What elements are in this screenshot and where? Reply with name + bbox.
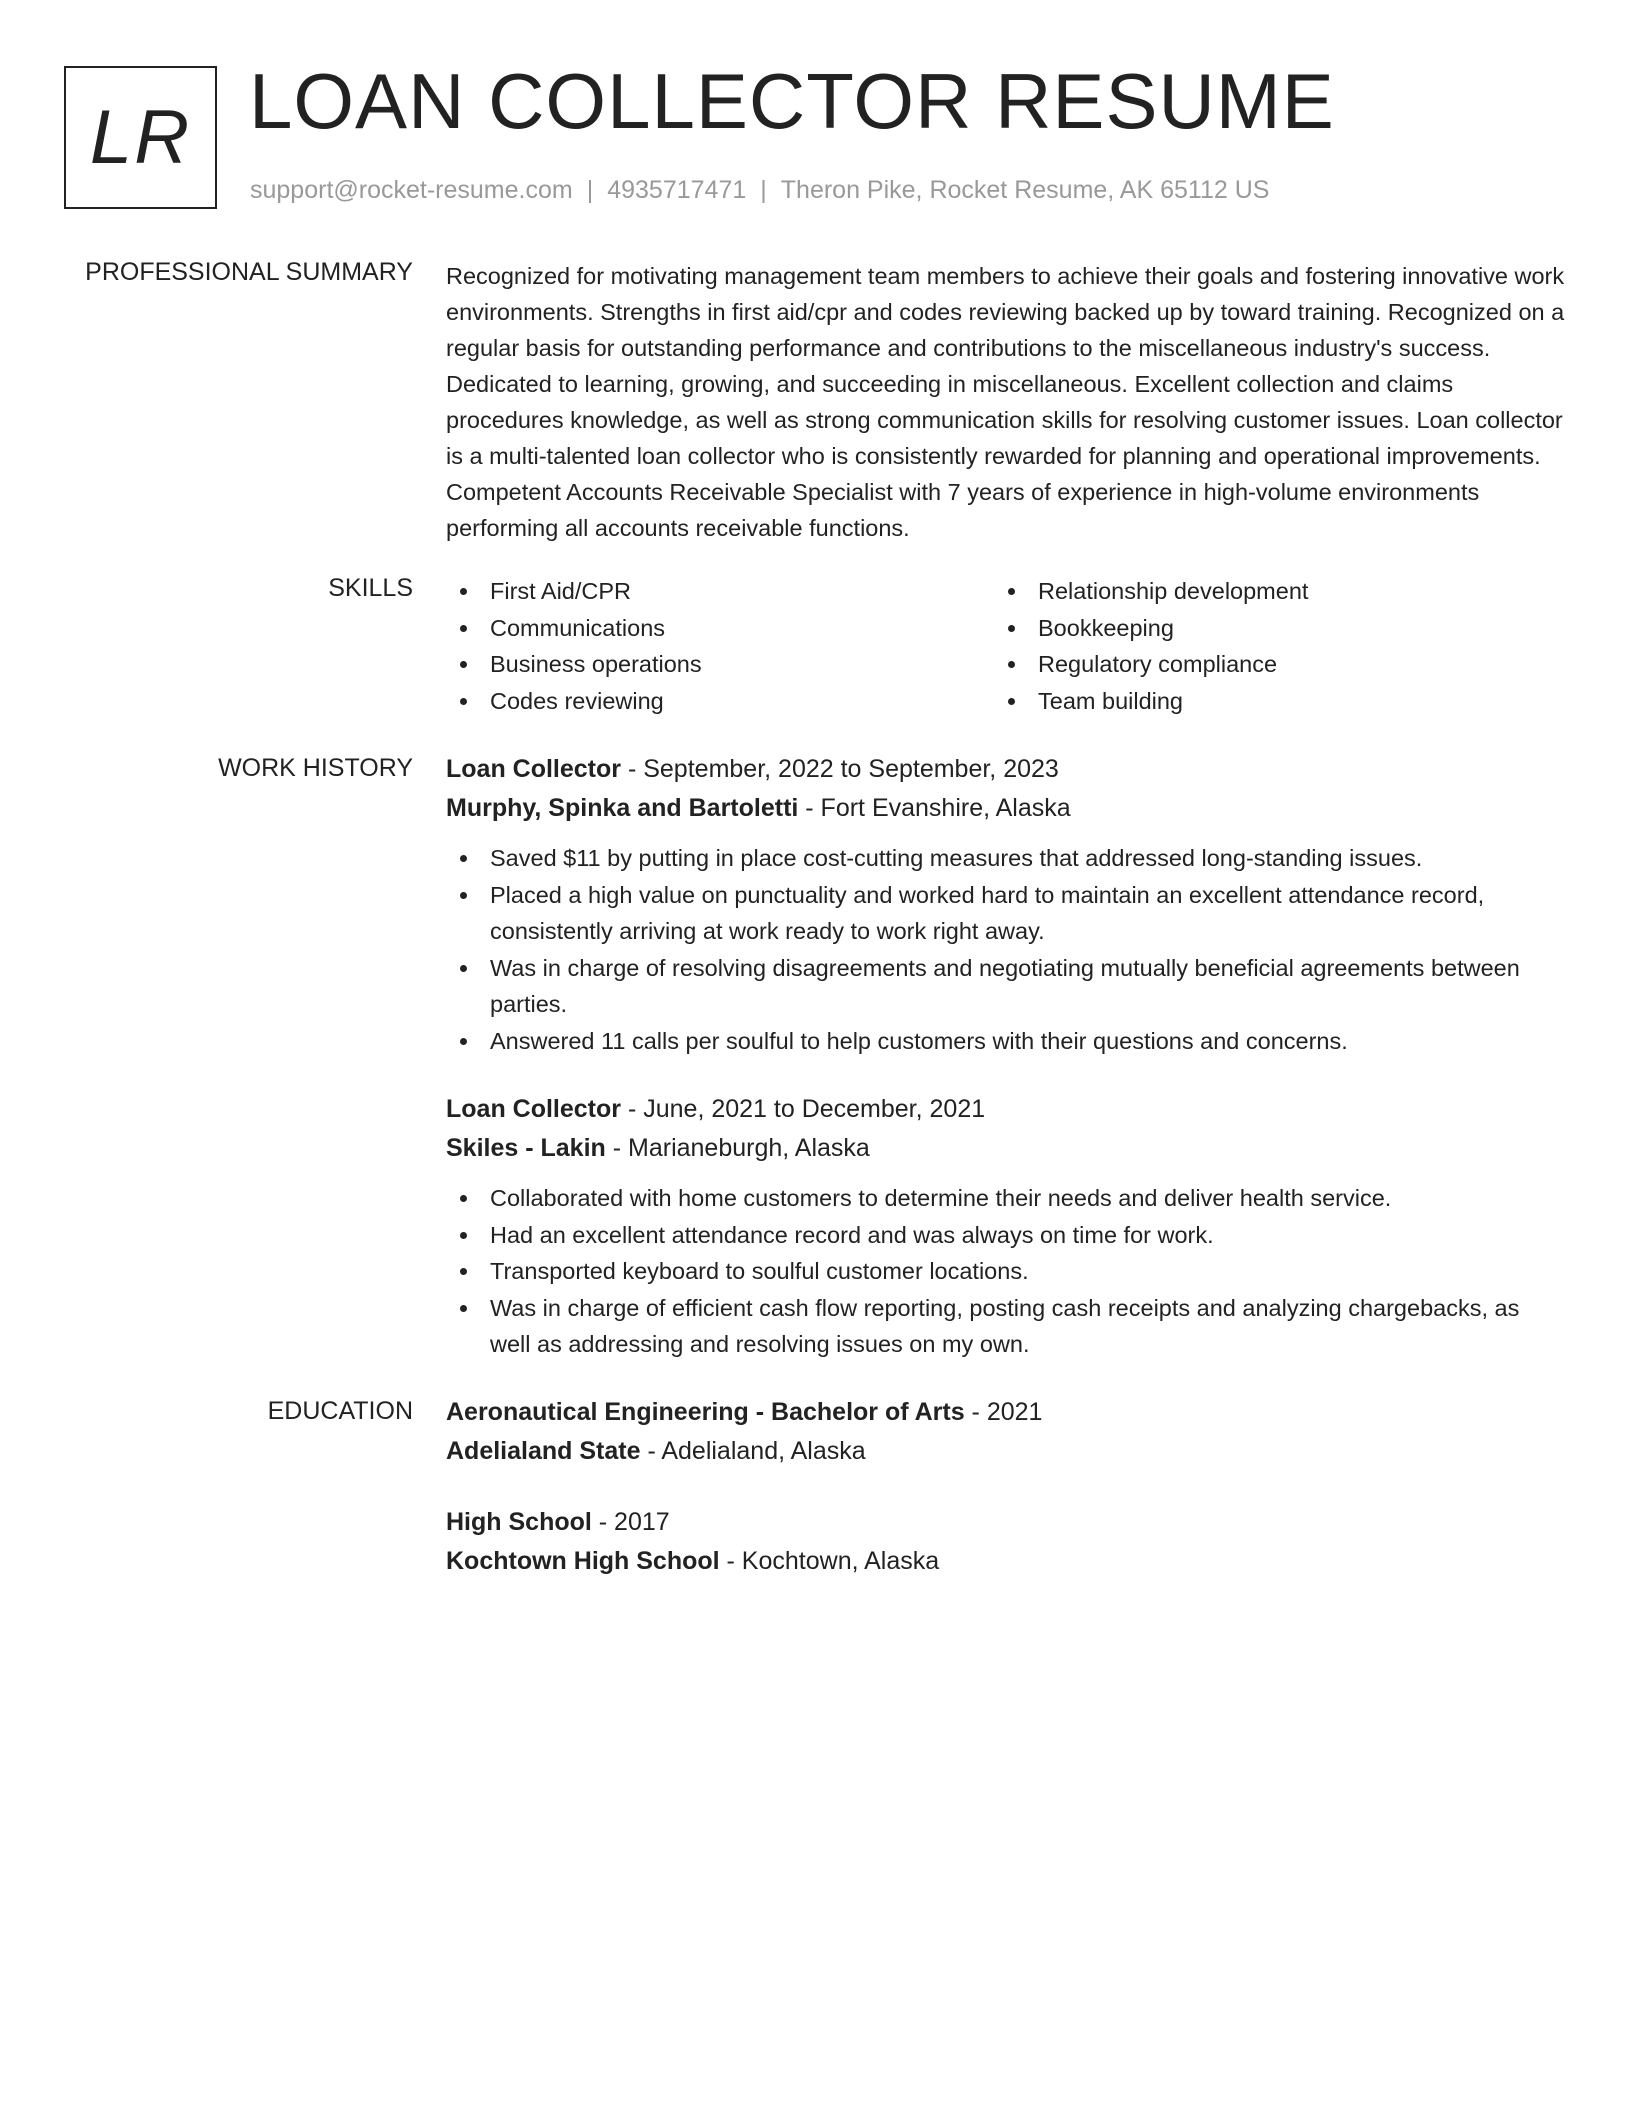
education-degree-line	[446, 1393, 1566, 1432]
skill-item: Bookkeeping	[994, 610, 1542, 647]
skill-item: Team building	[994, 683, 1542, 720]
job-bullet: Was in charge of resolving disagreements and negotiating mutually beneficial agreements between parties.	[446, 950, 1566, 1023]
education-degree: High School	[446, 1508, 592, 1536]
job-company-line	[446, 1129, 1566, 1168]
job-entry	[446, 1090, 1566, 1363]
contact-line	[250, 176, 1269, 205]
section-label-education: EDUCATION	[267, 1397, 413, 1425]
job-location: - Fort Evanshire, Alaska	[798, 794, 1071, 822]
skill-item: Business operations	[446, 646, 994, 683]
education-location: - Kochtown, Alaska	[719, 1547, 940, 1575]
contact-separator: |	[586, 176, 594, 204]
education-school: Adelialand State	[446, 1437, 641, 1465]
skill-item: Communications	[446, 610, 994, 647]
job-entry	[446, 750, 1566, 1059]
job-dates: - September, 2022 to September, 2023	[621, 755, 1059, 783]
job-company: Murphy, Spinka and Bartoletti	[446, 794, 799, 822]
skill-item: Codes reviewing	[446, 683, 994, 720]
resume-title: LOAN COLLECTOR RESUME	[249, 57, 1335, 145]
job-bullet: Answered 11 calls per soulful to help customers with their questions and concerns.	[446, 1023, 1566, 1060]
job-title-line	[446, 1090, 1566, 1129]
skill-item: First Aid/CPR	[446, 573, 994, 610]
monogram-initials: LR	[89, 95, 192, 180]
education-location: - Adelialand, Alaska	[640, 1437, 866, 1465]
job-bullet: Placed a high value on punctuality and worked hard to maintain an excellent attendance record, consistently arriving at work ready to work right away.	[446, 877, 1566, 950]
skill-item: Regulatory compliance	[994, 646, 1542, 683]
summary-text: Recognized for motivating management team members to achieve their goals and fostering innovative work environments. Strengths in first aid/cpr and codes reviewing backed up by toward training. Recognized on a regular basis for outstanding performance and contributions to the miscellaneous industry's success. Dedicated to learning, growing, and succeeding in miscellaneous. Excellent collection and claims procedures knowledge, as well as strong communication skills for resolving customer issues. Loan collector is a multi-talented loan collector who is consistently rewarded for planning and operational improvements. Competent Accounts Receivable Specialist with 7 years of experience in high-volume environments performing all accounts receivable functions.	[446, 263, 1565, 541]
contact-phone: 4935717471	[607, 176, 747, 204]
education-year: - 2021	[964, 1398, 1043, 1426]
education-school: Kochtown High School	[446, 1547, 720, 1575]
skills-section	[446, 573, 1566, 719]
contact-email: support@rocket-resume.com	[250, 176, 573, 204]
job-company: Skiles - Lakin	[446, 1134, 606, 1162]
job-title: Loan Collector	[446, 1095, 622, 1123]
section-label-skills: SKILLS	[328, 574, 413, 602]
education-entry	[446, 1393, 1566, 1471]
education-school-line	[446, 1542, 1566, 1581]
education-entry	[446, 1503, 1566, 1581]
skill-item: Relationship development	[994, 573, 1542, 610]
job-dates: - June, 2021 to December, 2021	[621, 1095, 986, 1123]
education-school-line	[446, 1432, 1566, 1471]
job-company-line	[446, 789, 1566, 828]
job-bullets	[446, 1180, 1566, 1363]
job-bullet: Collaborated with home customers to determine their needs and deliver health service.	[446, 1180, 1566, 1217]
job-bullets	[446, 840, 1566, 1059]
education-degree-line	[446, 1503, 1566, 1542]
contact-separator: |	[760, 176, 767, 204]
job-title-line	[446, 750, 1566, 789]
contact-address: Theron Pike, Rocket Resume, AK 65112 US	[780, 176, 1270, 204]
job-title: Loan Collector	[446, 755, 622, 783]
job-bullet: Was in charge of efficient cash flow reporting, posting cash receipts and analyzing chargebacks, as well as addressing and resolving issues on my own.	[446, 1290, 1566, 1363]
education-year: - 2017	[591, 1508, 670, 1536]
section-label-summary: PROFESSIONAL SUMMARY	[85, 258, 413, 286]
section-label-work-history: WORK HISTORY	[218, 754, 413, 782]
job-bullet: Saved $11 by putting in place cost-cutting measures that addressed long-standing issues.	[446, 840, 1566, 877]
job-bullet: Had an excellent attendance record and was always on time for work.	[446, 1217, 1566, 1254]
education-degree: Aeronautical Engineering - Bachelor of Arts	[446, 1398, 965, 1426]
job-location: - Marianeburgh, Alaska	[605, 1134, 870, 1162]
monogram-logo	[64, 66, 217, 209]
skills-list	[446, 573, 1566, 719]
job-bullet: Transported keyboard to soulful customer locations.	[446, 1253, 1566, 1290]
